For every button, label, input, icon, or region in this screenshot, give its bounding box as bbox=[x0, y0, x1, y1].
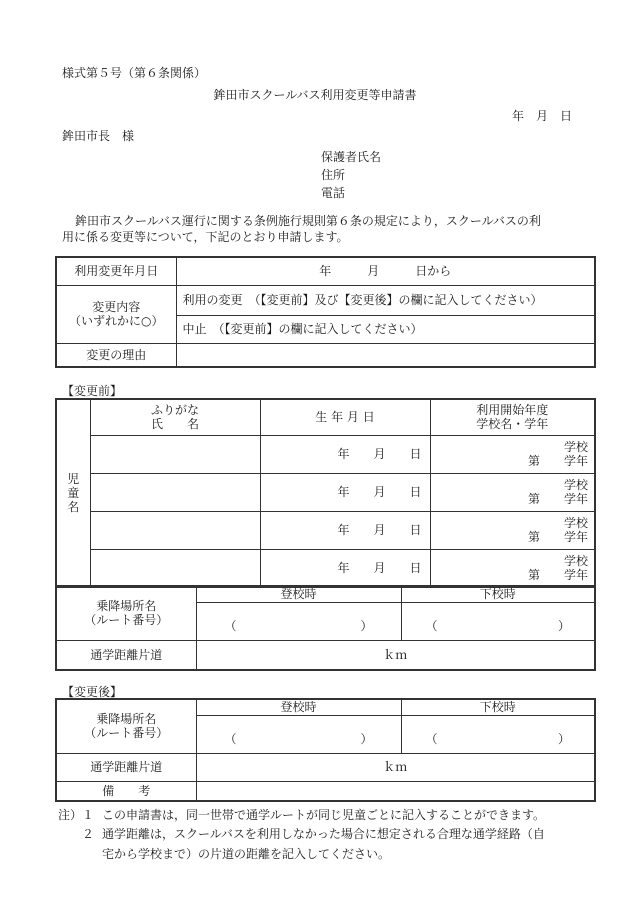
guardian-name-label: 保護者氏名 bbox=[321, 150, 382, 164]
before-children-table bbox=[55, 398, 596, 588]
stop-name-label: 乗降場所名 （ルート番号） bbox=[56, 586, 196, 640]
intro-line-1: 鉾田市スクールバス運行に関する条例施行規則第６条の規定により，スクールバスの利 bbox=[75, 214, 541, 228]
child-name-field[interactable] bbox=[90, 473, 260, 511]
phone-label: 電話 bbox=[321, 186, 346, 200]
address-label: 住所 bbox=[321, 168, 346, 182]
after-heading: 【変更後】 bbox=[62, 685, 123, 699]
intro-line-2: 用に係る変更等について，下記のとおり申請します。 bbox=[62, 230, 349, 244]
afternoon-stop-field[interactable]: （ ） bbox=[401, 602, 595, 640]
birth-date-header: 生 年 月 日 bbox=[260, 399, 430, 435]
note-1-text: この申請書は，同一世帯で通学ルートが同じ児童ごとに記入することができます。 bbox=[102, 808, 546, 822]
form-title: 鉾田市スクールバス利用変更等申請書 bbox=[213, 88, 417, 102]
change-table bbox=[55, 256, 596, 368]
distance-field[interactable]: ｋｍ bbox=[196, 753, 595, 781]
distance-label: 通学距離片道 bbox=[56, 640, 196, 670]
before-route-table bbox=[55, 585, 596, 671]
form-number: 様式第５号（第６条関係） bbox=[62, 66, 207, 80]
change-date-label: 利用変更年月日 bbox=[56, 257, 176, 285]
birth-date-field[interactable]: 年 月 日 bbox=[260, 473, 430, 511]
note-1-prefix: 注）１ bbox=[58, 808, 95, 822]
before-heading: 【変更前】 bbox=[62, 384, 123, 398]
morning-stop-field[interactable]: （ ） bbox=[196, 602, 401, 640]
date-line: 年 月 日 bbox=[512, 109, 573, 123]
birth-date-field[interactable]: 年 月 日 bbox=[260, 511, 430, 549]
school-grade-field[interactable]: 学校 第 学年 bbox=[430, 435, 595, 473]
school-grade-field[interactable]: 学校 第 学年 bbox=[430, 549, 595, 587]
addressee: 鉾田市長 様 bbox=[62, 129, 135, 143]
remarks-field[interactable] bbox=[196, 781, 595, 801]
child-name-label: 児童名 bbox=[56, 399, 90, 587]
option-change[interactable]: 利用の変更 （【変更前】及び【変更後】の欄に記入してください） bbox=[176, 285, 595, 315]
school-grade-field[interactable]: 学校 第 学年 bbox=[430, 511, 595, 549]
start-year-header: 利用開始年度 学校名・学年 bbox=[430, 399, 595, 435]
child-name-field[interactable] bbox=[90, 549, 260, 587]
afternoon-label: 下校時 bbox=[401, 699, 595, 715]
change-reason-label: 変更の理由 bbox=[56, 343, 176, 367]
stop-name-label: 乗降場所名 （ルート番号） bbox=[56, 699, 196, 753]
note-2-line-2: 宅から学校まで）の片道の距離を記入してください。 bbox=[102, 847, 391, 861]
after-route-table bbox=[55, 698, 596, 802]
distance-label: 通学距離片道 bbox=[56, 753, 196, 781]
remarks-label: 備 考 bbox=[56, 781, 196, 801]
birth-date-field[interactable]: 年 月 日 bbox=[260, 549, 430, 587]
morning-label: 登校時 bbox=[196, 699, 401, 715]
distance-field[interactable]: ｋｍ bbox=[196, 640, 595, 670]
change-content-label: 変更内容 （いずれかに○） bbox=[56, 285, 176, 343]
note-2-prefix: ２ bbox=[82, 827, 95, 841]
morning-stop-field[interactable]: （ ） bbox=[196, 715, 401, 753]
option-stop[interactable]: 中止 （【変更前】の欄に記入してください） bbox=[176, 315, 595, 343]
morning-label: 登校時 bbox=[196, 586, 401, 602]
note-2-line-1: 通学距離は，スクールバスを利用しなかった場合に想定される合理な通学経路（自 bbox=[102, 827, 545, 841]
school-grade-field[interactable]: 学校 第 学年 bbox=[430, 473, 595, 511]
change-reason-field[interactable] bbox=[176, 343, 595, 367]
name-header: ふりがな 氏 名 bbox=[90, 399, 260, 435]
change-date-field[interactable]: 年 月 日から bbox=[176, 257, 595, 285]
child-name-field[interactable] bbox=[90, 435, 260, 473]
child-name-field[interactable] bbox=[90, 511, 260, 549]
birth-date-field[interactable]: 年 月 日 bbox=[260, 435, 430, 473]
afternoon-stop-field[interactable]: （ ） bbox=[401, 715, 595, 753]
afternoon-label: 下校時 bbox=[401, 586, 595, 602]
